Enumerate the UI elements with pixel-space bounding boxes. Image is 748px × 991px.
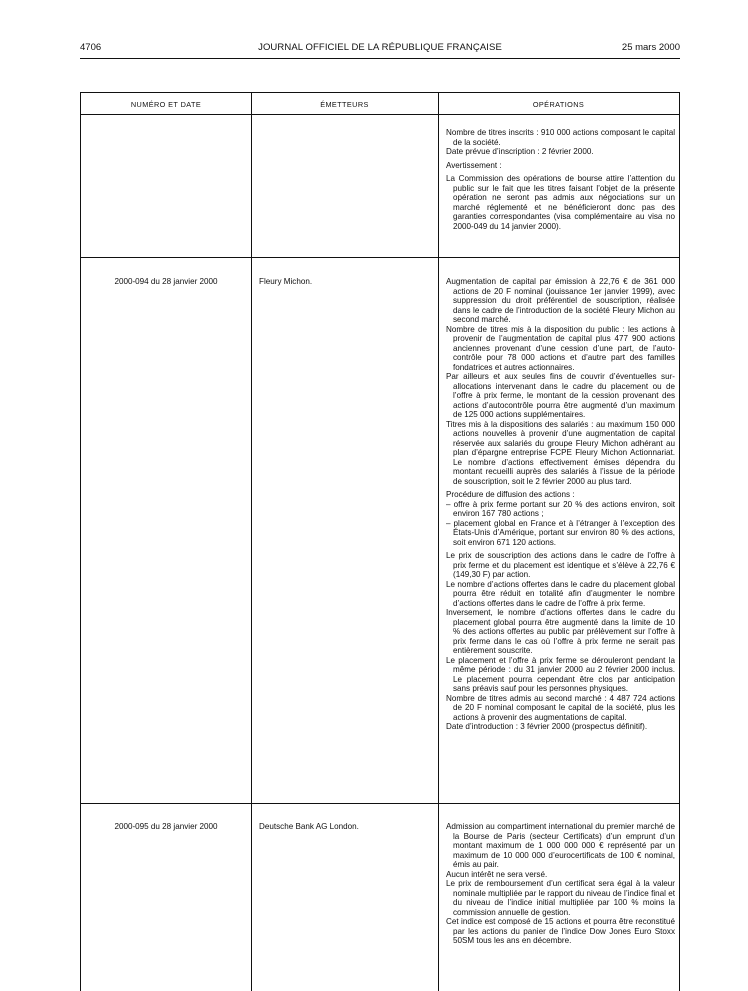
operation-paragraph: Augmentation de capital par émission à 22,76 € de 361 000 actions de 20 F nominal (jouissance 1er janvier 1999), avec suppression du droit préférentiel de souscription, réalisée dans le cadre de l’introduction de la société Fleury Michon au second marché.	[446, 277, 675, 324]
issuer-cell: Fleury Michon.	[259, 277, 313, 286]
operation-subheading: Avertissement :	[446, 160, 502, 170]
issue-date: 25 mars 2000	[621, 42, 680, 53]
row-divider	[81, 803, 679, 804]
operation-paragraph: Par ailleurs et aux seules fins de couvrir d’éventuelles sur-allocations intervenant dans le cadre du placement ou de l’offre à prix ferme, le montant de la cession provenant des actions d’autocontrôle pourra être augmenté d’un maximum de 125 000 actions supplémentaires.	[446, 372, 675, 419]
operation-paragraph: Nombre de titres mis à la disposition du public : les actions à provenir de l’augmentation de capital plus 477 900 actions anciennes provenant d’une cession d’une part, de l’auto-contrôle pour 78 000 actions et d’autre part des familles fondatrices et autres actionnaires.	[446, 324, 675, 372]
operations-table	[80, 92, 680, 991]
issuer-cell: Deutsche Bank AG London.	[259, 822, 359, 831]
operations-cell	[446, 128, 675, 231]
operation-paragraph: Titres mis à la dispositions des salariés : au maximum 150 000 actions nouvelles à provenir d’une augmentation de capital réservée aux salariés du groupe Fleury Michon adhérant au plan d’épargne entreprise FCPE Fleury Michon Actionnariat. Le nombre d’actions effectivement émises dépendra du montant recueilli auprès des salariés à l’issue de la période de souscription, soit le 2 février 2000 au plus tard.	[446, 419, 675, 486]
operation-paragraph: Inversement, le nombre d’actions offertes dans le cadre du placement global pourra être augmenté dans la limite de 10 % des actions offertes au public par prélèvement sur l’offre à prix ferme dans le cas où l’offre à prix ferme ne serait pas entièrement souscrite.	[446, 608, 675, 655]
column-divider	[251, 93, 252, 991]
running-head	[80, 42, 680, 56]
column-header-number-date: NUMÉRO ET DATE	[130, 100, 202, 109]
operation-list-item: – placement global en France et à l’étranger à l’exception des États-Unis d’Amérique, portant sur environ 80 % des actions, soit environ 671 120 actions.	[446, 518, 675, 547]
operation-paragraph: Le placement et l’offre à prix ferme se dérouleront pendant la même période : du 31 janvier 2000 au 2 février 2000 inclus. Le placement pourra cependant être clos par anticipation sans préavis sauf pour les personnes physiques.	[446, 655, 675, 693]
column-divider	[438, 93, 439, 991]
operation-subheading: Procédure de diffusion des actions :	[446, 490, 575, 499]
header-rule	[80, 58, 680, 59]
number-date-cell: 2000-094 du 28 janvier 2000	[114, 277, 218, 286]
column-header-operations: OPÉRATIONS	[532, 100, 585, 109]
operation-paragraph: Cet indice est composé de 15 actions et pourra être reconstitué par les actions du panier de l’indice Dow Jones Euro Stoxx 50SM tous les ans en décembre.	[446, 917, 675, 945]
operations-cell	[446, 277, 675, 732]
operation-paragraph: Le prix de remboursement d’un certificat sera égal à la valeur nominale multipliée par le rapport du niveau de l’indice final et du niveau de l’indice initial multipliée par 100 % moins la commission annuelle de gestion.	[446, 879, 675, 917]
operations-cell	[446, 822, 675, 946]
operation-paragraph: Nombre de titres inscrits : 910 000 actions composant le capital de la société.	[446, 128, 675, 147]
operation-paragraph: Date d’introduction : 3 février 2000 (prospectus définitif).	[446, 722, 648, 731]
operation-paragraph: Admission au compartiment international du premier marché de la Bourse de Paris (secteur Certificats) d’un emprunt d’un montant maximum de 1 000 000 000 € représenté par un maximum de 10 000 000 d’eurocertificats de 100 € nominal, émis au pair.	[446, 822, 675, 869]
row-divider	[81, 257, 679, 258]
page-number: 4706	[80, 42, 102, 53]
header-divider	[81, 114, 679, 115]
operation-paragraph: La Commission des opérations de bourse attire l’attention du public sur le fait que les titres faisant l’objet de la présente opération ne seront pas admis aux négociations sur un marché réglementé et ne bénéficieront donc pas des garanties correspondantes (visa complémentaire au visa no 2000-049 du 14 janvier 2000).	[446, 174, 675, 231]
operation-paragraph: Aucun intérêt ne sera versé.	[446, 869, 548, 879]
journal-title: JOURNAL OFFICIEL DE LA RÉPUBLIQUE FRANÇAISE	[258, 42, 502, 53]
operation-paragraph: Le nombre d’actions offertes dans le cadre du placement global pourra être réduit en totalité afin d’augmenter le nombre d’actions offertes dans le cadre de l’offre à prix ferme.	[446, 579, 675, 608]
operation-list-item: – offre à prix ferme portant sur 20 % des actions environ, soit environ 167 780 actions ;	[446, 499, 675, 518]
operation-paragraph: Date prévue d’inscription : 2 février 2000.	[446, 147, 594, 156]
number-date-cell: 2000-095 du 28 janvier 2000	[114, 822, 218, 831]
column-header-issuers: ÉMETTEURS	[320, 100, 369, 109]
operation-paragraph: Le prix de souscription des actions dans le cadre de l’offre à prix ferme et du placement est identique et s’élève à 22,76 € (149,30 F) par action.	[446, 551, 675, 579]
operation-paragraph: Nombre de titres admis au second marché : 4 487 724 actions de 20 F nominal composant le capital de la société, plus les actions à provenir des augmentations de capital.	[446, 693, 675, 722]
